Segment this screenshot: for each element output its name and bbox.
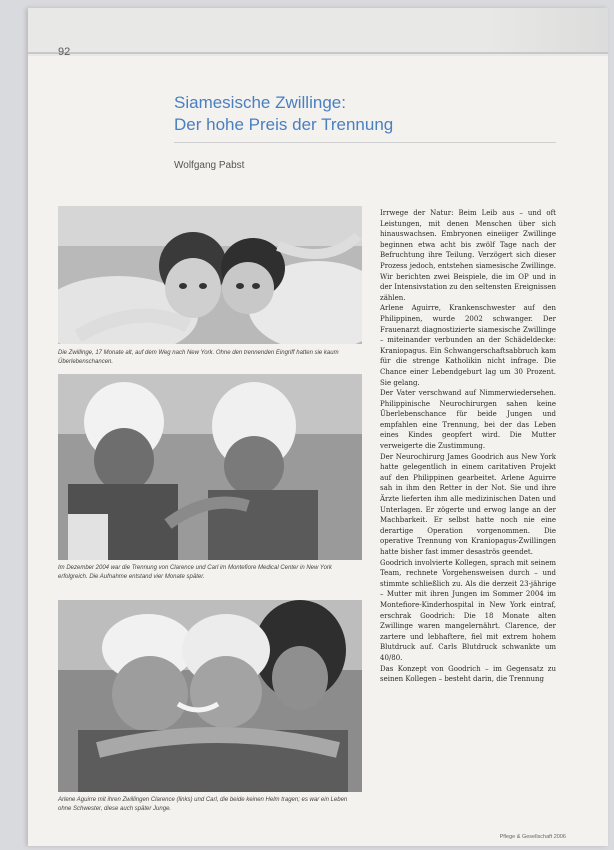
title-divider [174, 142, 556, 143]
photo-caption-2: Im Dezember 2004 war die Trennung von Clarence und Carl im Montefiore Medical Center in New York erfolgreich. Die Aufnahme entstand vier Monate später. [58, 565, 332, 580]
photo-mother-with-twins [58, 600, 362, 792]
header-corner-shade [488, 8, 608, 54]
title-line-2: Der hohe Preis der Trennung [174, 115, 394, 134]
body-paragraph: Irrwege der Natur: Beim Leib aus – und oft Leistungen, mit denen Menschen über sich hinauswachsen. Embryonen eineiiger Zwillinge beginnen etwa acht bis zwölf Tage nach der Befruchtung ihre Teilung. Verzögert sich dieser Prozess jedoch, entstehen siamesische Zwillinge. Wir berichten zwei Beispiele, die im OP und in der Intensivstation zu den seltensten Ereignissen zählen. [380, 209, 556, 302]
body-paragraph: Der Neurochirurg James Goodrich aus New York hatte gelegentlich in einem caritativen Projekt auf den Philippinen gearbeitet. Arlene Aguirre sah in ihm den Retter in der Not. Sie und ihre Ärzte lieferten ihm alle medizinischen Daten und Unterlagen. Er zögerte und erwog lange an der Machbarkeit. Er selbst hatte noch nie eine derartige Operation vorgenommen. Die operative Trennung von Kraniopagus-Zwillingen hatte bisher fast immer desaströs geendet. [380, 452, 556, 556]
body-paragraph: Goodrich involvierte Kollegen, sprach mit seinem Team, rechnete Vorgehensweisen durch – und stimmte schließlich zu. Als die derzeit 23-jährige – Mutter mit ihren Jungen im Sommer 2004 im Montefiore-Kinderhospital in New York eintraf, erschrak Goodrich: Die 18 Monate alten Zwillinge waren mangelernährt. Clarence, der zartere und lebhaftere, fiel mit extrem hohem Blutdruck auf. Carls Blutdruck schwankte um 40/80. [380, 558, 556, 662]
magazine-page [28, 8, 608, 846]
page-number: 92 [58, 46, 71, 58]
photo-caption-1: Die Zwillinge, 17 Monate alt, auf dem Weg nach New York. Ohne den trennenden Eingriff hatten sie kaum Überlebenschancen. [58, 350, 339, 365]
title-line-1: Siamesische Zwillinge: [174, 93, 346, 112]
photo-mother-with-twins-image [58, 600, 362, 792]
body-paragraph: Der Vater verschwand auf Nimmerwiedersehen. Philippinische Neurochirurgen sahen keine Überlebenschance für beide Jungen und empfahlen eine Trennung, bei der das Leben eines Kindes geopfert wird. Die Mutter verweigerte die Zustimmung. [380, 389, 556, 451]
photo-twins-helmets [58, 374, 362, 560]
page-footer: Pflege & Gesellschaft 2006 [499, 834, 566, 840]
body-paragraph: Arlene Aguirre, Krankenschwester auf den Philippinen, wurde 2002 schwanger. Der Frauenarzt diagnostizierte siamesische Zwillinge – miteinander verbunden an der Schädeldecke: Kraniopagus. Ein Schwangerschaftsabbruch kam für die strenge Katholikin nicht infrage. Die Chance einer Lebendgeburt lag um 30 Prozent. Sie gelang. [380, 304, 556, 387]
photo-twins-lying [58, 206, 362, 344]
article-body-column [380, 208, 556, 685]
article-author: Wolfgang Pabst [174, 160, 245, 171]
photo-twins-lying-image [58, 206, 362, 344]
article-title [174, 92, 504, 136]
photo-twins-helmets-image [58, 374, 362, 560]
photo-caption-3: Arlene Aguirre mit ihren Zwillingen Clarence (links) und Carl, die beide keinen Helm tragen; es war ein Leben ohne Schwester, diese auch später Junge. [58, 797, 348, 812]
page-header-band [28, 8, 608, 56]
body-paragraph: Das Konzept von Goodrich – im Gegensatz zu seinen Kollegen – besteht darin, die Trennung [380, 664, 556, 684]
header-rule [28, 52, 608, 54]
